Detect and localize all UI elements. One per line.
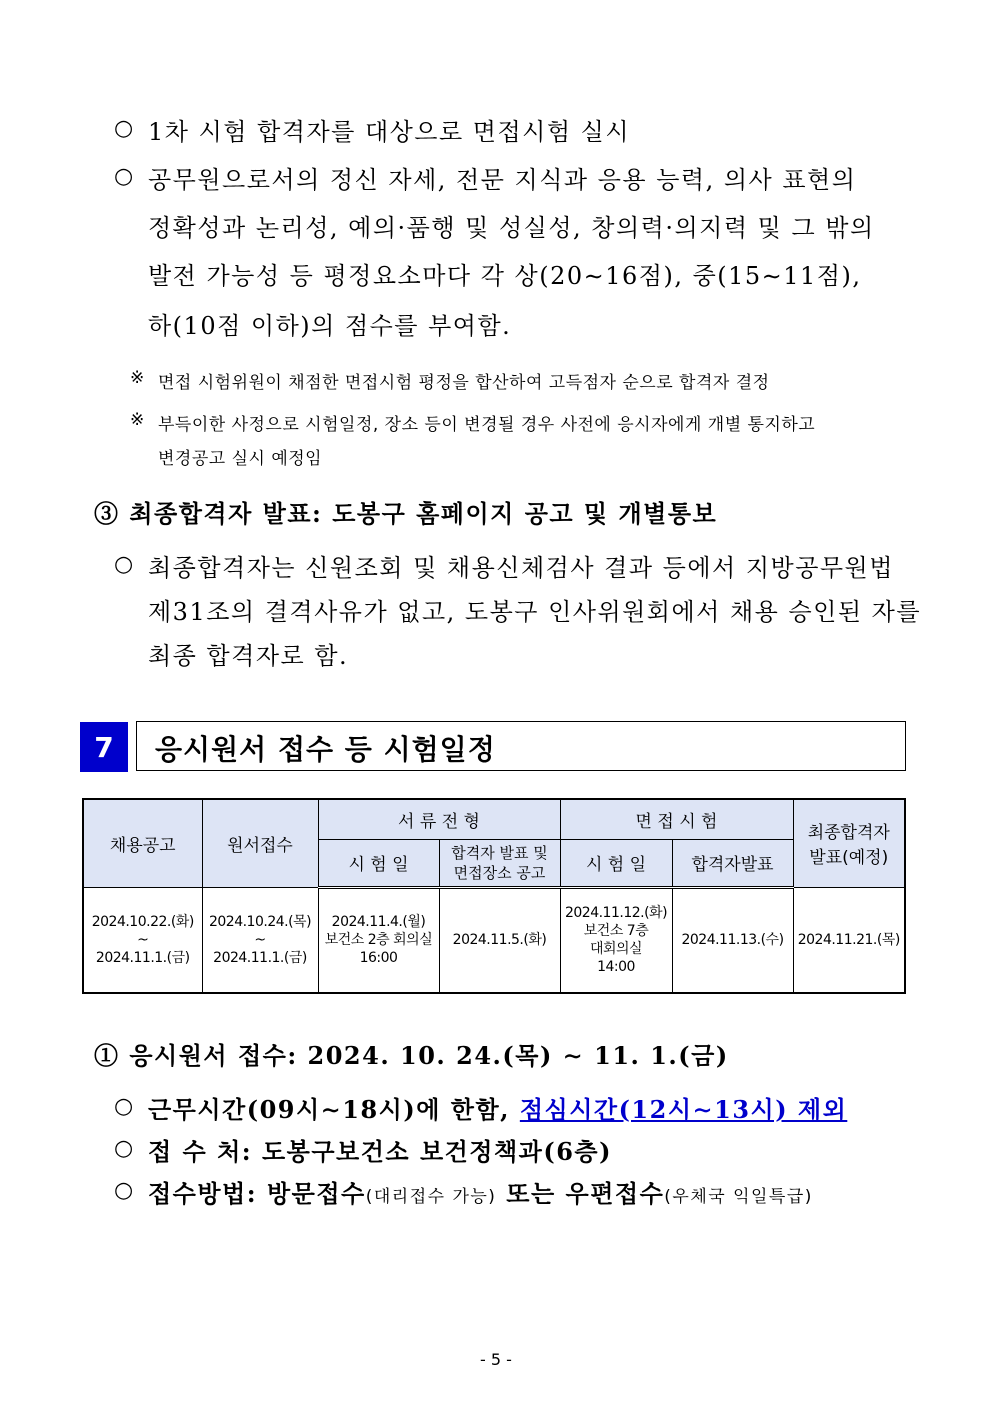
exam-schedule-table [82,798,906,994]
cell-text: 보건소 7층 [583,923,649,940]
place-label: 접 수 처: [148,1137,253,1166]
final-line-3: 최종 합격자로 함. [148,642,349,670]
application-heading: ① 응시원서 접수: 2024. 10. 24.(목) ∼ 11. 1.(금) [94,1041,729,1070]
cell-text: 보건소 2층 회의실 [324,932,433,949]
header-announce: 채용공고 [83,799,202,887]
cell-text: 2024.10.24.(목) [208,913,312,930]
cell-text: 2024.11.12.(화) [564,905,668,922]
header-interview-result: 합격자발표 [672,839,793,887]
header-final-line-1: 최종합격자 [807,823,890,844]
method-mail: 우편접수 [565,1179,665,1208]
cell-final: 2024.11.21.(목) [793,887,905,993]
header-doc-date: 시 험 일 [318,839,439,887]
bullet-icon: ○ [114,116,134,141]
interview-item-2-line-3: 발전 가능성 등 평정요소마다 각 상(20∼16점), 중(15∼11점), [148,262,862,290]
interview-item-2-line-2: 정확성과 논리성, 예의·품행 및 성실성, 창의력·의지력 및 그 밖의 [148,214,875,242]
bullet-icon: ○ [114,552,134,577]
cell-text: 2024.11.1.(금) [213,949,307,966]
lunch-exclusion-link[interactable]: 점심시간(12시∼13시) 제외 [519,1095,848,1124]
header-apply: 원서접수 [202,799,318,887]
interview-item-2-line-1: 공무원으로서의 정신 자세, 전문 지식과 응용 능력, 의사 표현의 [148,166,857,194]
interview-item-1: 1차 시험 합격자를 대상으로 면접시험 실시 [148,118,631,146]
section-number: 7 [80,722,128,772]
application-method [148,1174,813,1209]
cell-text: 2024.10.22.(화) [91,913,194,930]
method-label: 접수방법: [148,1179,258,1208]
cell-text: 14:00 [597,959,635,976]
method-visit: 방문접수 [266,1179,366,1208]
table-row [83,887,905,993]
note-symbol-icon: ※ [130,410,145,430]
final-result-heading: ③ 최종합격자 발표: 도봉구 홈페이지 공고 및 개별통보 [94,499,718,528]
header-final [793,799,905,887]
application-place [148,1132,612,1167]
bullet-icon: ○ [114,1178,134,1203]
hours-text: 근무시간(09시∼18시)에 한함, [148,1095,510,1124]
header-doc-result-line-1: 합격자 발표 및 [451,843,548,862]
cell-text: 2024.11.1.(금) [95,949,190,966]
bullet-icon: ○ [114,1136,134,1161]
cell-interview-result: 2024.11.13.(수) [672,887,793,993]
interview-item-2-line-4: 하(10점 이하)의 점수를 부여함. [148,312,512,340]
section-title: 응시원서 접수 등 시험일정 [155,733,496,766]
cell-text: 2024.11.4.(월) [331,914,426,931]
cell-doc-date [318,887,439,993]
header-doc-result-line-2: 면접장소 공고 [453,863,546,882]
bullet-icon: ○ [114,164,134,189]
cell-text: 대회의실 [589,941,643,958]
final-line-1: 최종합격자는 신원조회 및 채용신체검사 결과 등에서 지방공무원법 [148,554,894,582]
cell-text: ~ [137,931,149,948]
header-final-line-2: 발표(예정) [809,848,889,869]
interview-note-2-line-1: 부득이한 사정으로 시험일정, 장소 등이 변경될 경우 사전에 응시자에게 개별 통지하고 [158,415,816,435]
bullet-icon: ○ [114,1094,134,1119]
place-value: 도봉구보건소 보건정책과(6층) [261,1137,612,1166]
note-symbol-icon: ※ [130,368,145,388]
cell-doc-result: 2024.11.5.(화) [439,887,560,993]
method-mail-note: (우체국 익일특급) [664,1187,813,1207]
header-interview: 면 접 시 험 [560,799,793,839]
method-or: 또는 [506,1179,556,1208]
interview-note-1: 면접 시험위원이 채점한 면접시험 평정을 합산하여 고득점자 순으로 합격자 결정 [158,373,770,393]
final-line-2: 제31조의 결격사유가 없고, 도봉구 인사위원회에서 채용 승인된 자를 [148,598,922,626]
interview-note-2-line-2: 변경공고 실시 예정임 [158,449,323,469]
cell-announce [83,887,202,993]
page-number: - 5 - [480,1350,512,1369]
cell-interview-date [560,887,672,993]
header-doc-screening: 서 류 전 형 [318,799,560,839]
cell-text: 16:00 [359,950,398,967]
cell-text: ~ [254,931,266,948]
header-interview-date: 시 험 일 [560,839,672,887]
header-doc-result [439,839,560,887]
application-hours [148,1090,847,1125]
section-title-box [136,721,906,771]
cell-apply [202,887,318,993]
method-visit-note: (대리접수 가능) [365,1187,497,1207]
